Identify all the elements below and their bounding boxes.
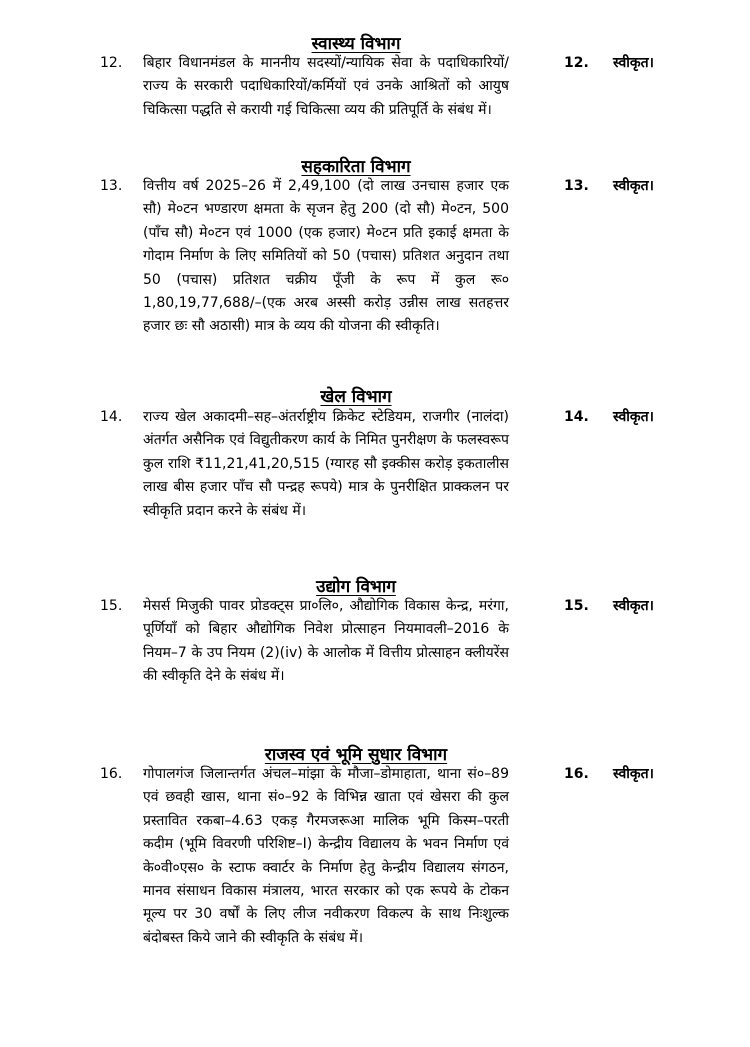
item-text: गोपालगंज जिलान्तर्गत अंचल–मांझा के मौजा–डोमाहाता, थाना सं०–89 एवं छवही खास, थाना सं०–92 के विभिन्न खाता एवं खेसरा की कुल प्रस्तावित रकबा–4.63 एकड़ गैरमजरूआ मालिक भूमि किस्म–परती कदीम (भूमि विवरणी परिशिष्ट–I) केन्द्रीय विद्यालय के भवन निर्माण एवं के०वी०एस० के स्टाफ क्वार्टर के निर्माण हेतु केन्द्रीय विद्यालय संगठन, मानव संसाधन विकास मंत्रालय, भारत सरकार को एक रूपये के टोकन मूल्य पर 30 वर्षों के लिए लीज नवीकरण विकल्प के साथ निःशुल्क बंदोबस्त किये जाने की स्वीकृति के संबंध में। bbox=[143, 766, 509, 946]
status-text: स्वीकृत। bbox=[613, 409, 654, 425]
status-text: स्वीकृत। bbox=[613, 55, 654, 71]
status-text: स्वीकृत। bbox=[613, 598, 654, 614]
item-number: 13. bbox=[100, 178, 123, 194]
item-text: वित्तीय वर्ष 2025–26 में 2,49,100 (दो लाख उनचास हजार एक सौ) मे०टन भण्डारण क्षमता के सृजन हेतु 200 (दो सौ) मे०टन, 500 (पाँच सौ) मे०टन एवं 1000 (एक हजार) मे०टन प्रति इकाई क्षमता के गोदाम निर्माण के लिए समितियों को 50 (पचास) प्रतिशत अनुदान तथा 50 (पचास) प्रतिशत चक्रीय पूँजी के रूप में कुल रू० 1,80,19,77,688/–(एक अरब अस्सी करोड़ उन्नीस लाख सतहत्तर हजार छः सौ अठासी) मात्र के व्यय की योजना की स्वीकृति। bbox=[143, 178, 509, 335]
result-number: 15. bbox=[564, 598, 589, 614]
department-heading: राजस्व एवं भूमि सुधार विभाग bbox=[264, 745, 448, 765]
department-heading: उद्योग विभाग bbox=[316, 577, 396, 597]
department-heading: स्वास्थ्य विभाग bbox=[311, 34, 401, 54]
item-number: 14. bbox=[100, 409, 123, 425]
result-number: 16. bbox=[564, 766, 589, 782]
result-number: 12. bbox=[564, 55, 589, 71]
item-number: 16. bbox=[100, 766, 123, 782]
department-heading: खेल विभाग bbox=[320, 387, 392, 407]
status-text: स्वीकृत। bbox=[613, 766, 654, 782]
status-text: स्वीकृत। bbox=[613, 178, 654, 194]
item-number: 15. bbox=[100, 598, 123, 614]
item-text: मेसर्स मिजुकी पावर प्रोडक्ट्स प्रा०लि०, औद्योगिक विकास केन्द्र, मरंगा, पूर्णियाँ को बिहार औद्योगिक निवेश प्रोत्साहन नियमावली–2016 के नियम–7 के उप नियम (2)(iv) के आलोक में वित्तीय प्रोत्साहन क्लीयरेंस की स्वीकृति देने के संबंध में। bbox=[143, 598, 509, 685]
result-number: 13. bbox=[564, 178, 589, 194]
item-text: बिहार विधानमंडल के माननीय सदस्यों/न्यायिक सेवा के पदाधिकारियों/राज्य के सरकारी पदाधिकारियों/कर्मियों एवं उनके आश्रितों को आयुष चिकित्सा पद्धति से करायी गई चिकित्सा व्यय की प्रतिपूर्ति के संबंध में। bbox=[143, 55, 509, 118]
result-number: 14. bbox=[564, 409, 589, 425]
item-number: 12. bbox=[100, 55, 123, 71]
department-heading: सहकारिता विभाग bbox=[301, 157, 411, 177]
item-text: राज्य खेल अकादमी–सह–अंतर्राष्ट्रीय क्रिकेट स्टेडियम, राजगीर (नालंदा) अंतर्गत असैनिक एवं विद्युतीकरण कार्य के निमित पुनरीक्षण के फलस्वरूप कुल राशि ₹11,21,41,20,515 (ग्यारह सौ इक्कीस करोड़ इकतालीस लाख बीस हजार पाँच सौ पन्द्रह रूपये) मात्र के पुनरीक्षित प्राक्कलन पर स्वीकृति प्रदान करने के संबंध में। bbox=[143, 409, 509, 519]
